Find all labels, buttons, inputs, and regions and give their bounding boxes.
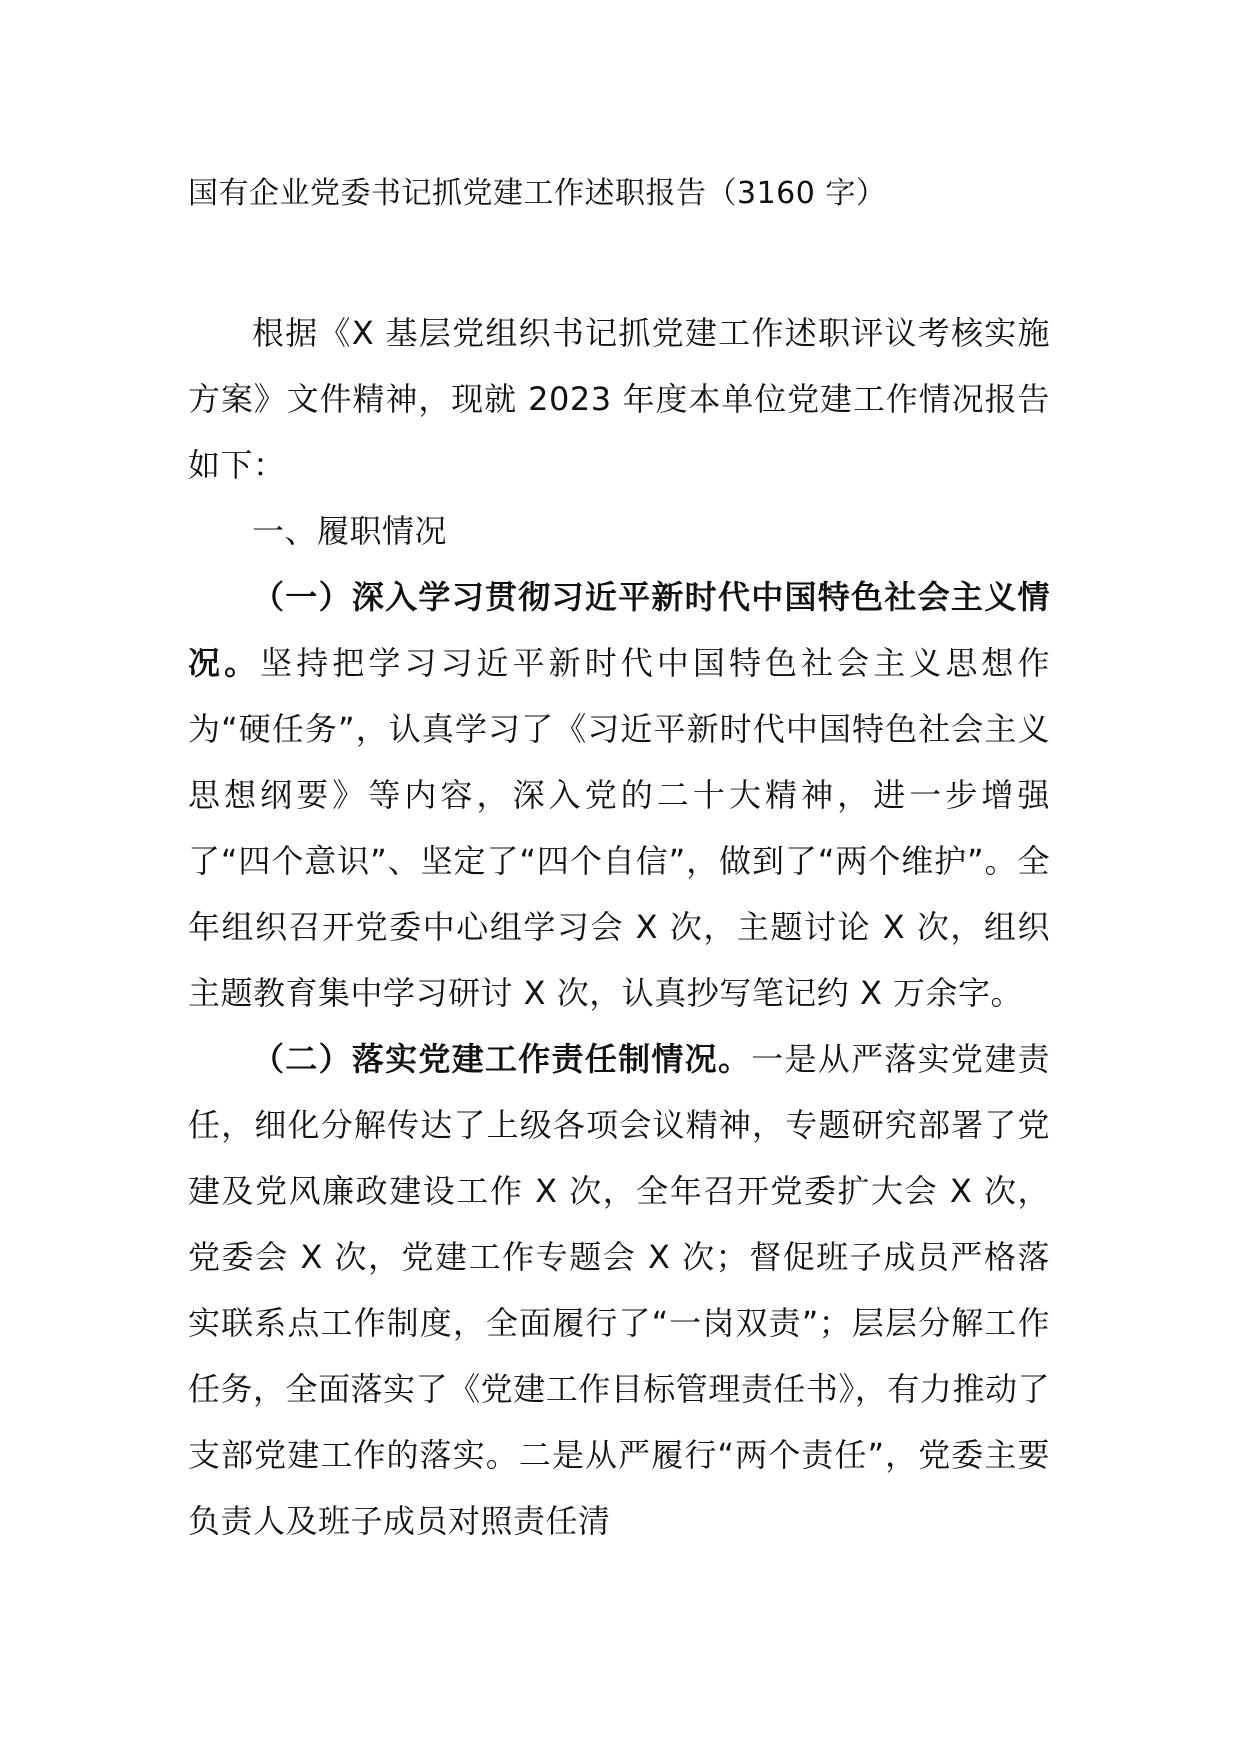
section-heading: 一、履职情况	[252, 512, 448, 550]
document-title: 国有企业党委书记抓党建工作述职报告（3160 字）	[188, 176, 887, 211]
item-1-text: 坚持把学习习近平新时代中国特色社会主义思想作为“硬任务”，认真学习了《习近平新时代中国特色社会主义思想纲要》等内容，深入党的二十大精神，进一步增强了“四个意识”、坚定了“四个自信”，做到了“两个维护”。全年组织召开党委中心组学习会 X 次，主题讨论 X 次，组织主题教育集中学习研讨 X 次，认真抄写笔记约 X 万余字。	[188, 644, 1050, 1012]
item-2-text: 一是从严落实党建责任，细化分解传达了上级各项会议精神，专题研究部署了党建及党风廉政建设工作 X 次，全年召开党委扩大会 X 次，党委会 X 次，党建工作专题会 X 次；督促班子成员严格落实联系点工作制度，全面履行了“一岗双责”；层层分解工作任务，全面落实了《党建工作目标管理责任书》，有力推动了支部党建工作的落实。二是从严履行“两个责任”，党委主要负责人及班子成员对照责任清	[188, 1040, 1050, 1540]
paragraph-item-1	[188, 564, 1050, 1026]
item-2-heading: （二）落实党建工作责任制情况。	[252, 1040, 752, 1078]
intro-paragraph: 根据《X 基层党组织书记抓党建工作述职评议考核实施方案》文件精神，现就 2023 年度本单位党建工作情况报告如下：	[188, 314, 1050, 484]
document-body	[188, 300, 1050, 1554]
paragraph-item-2	[188, 1026, 1050, 1554]
item-1-heading: （一）深入学习贯彻习近平新时代中国特色社会主义情况。	[188, 578, 1050, 682]
